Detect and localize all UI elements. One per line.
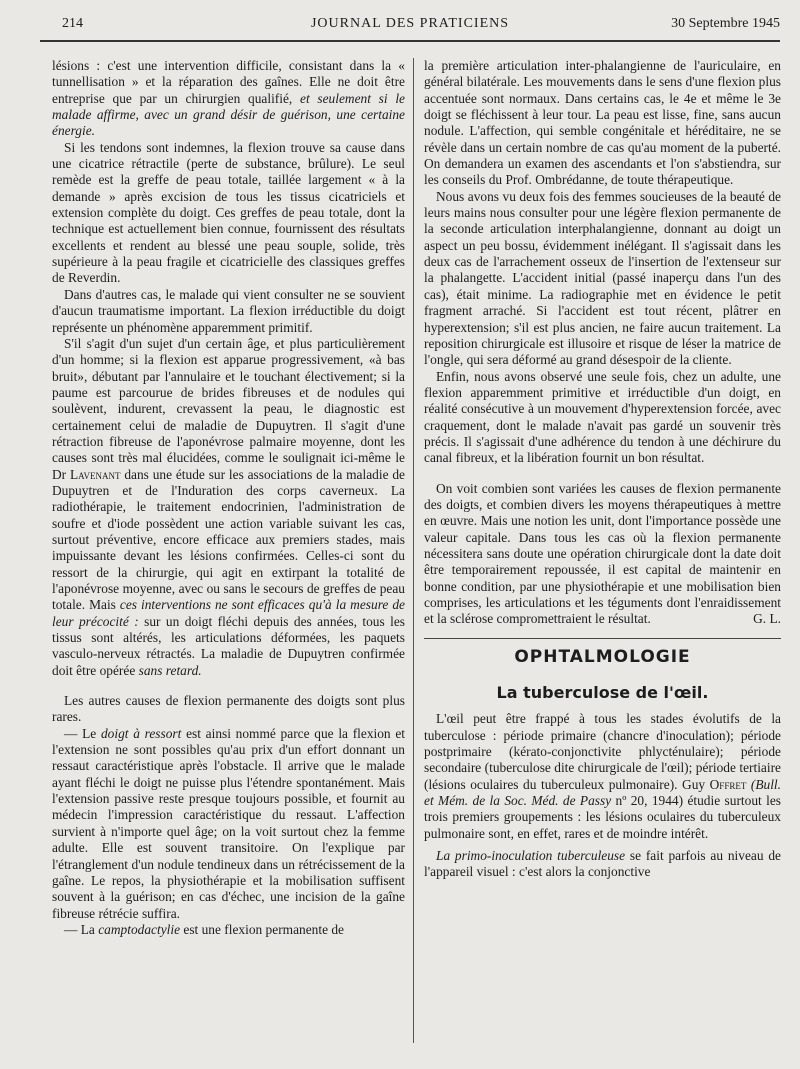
paragraph: la première articulation inter-phalangienne de l'auriculaire, en général bilatérale. Les mouvements dans le sens d'une flexion plus accentuée sont normaux. Dans certains cas, le 4e et même le 3e doigt se fléchissent à leur tour. La peau est lisse, fine, sans aucun nodule. L'affection, qui semble congénitale et héréditaire, ne se révèle dans un certain nombre de cas qu'au moment de la puberté. On demandera un examen des ascendants et l'on s'abstiendra, sur les conseils du Prof. Ombrédanne, de toute thérapeutique. bbox=[424, 58, 781, 188]
column-divider bbox=[413, 58, 414, 1043]
issue-date: 30 Septembre 1945 bbox=[671, 16, 780, 31]
section-title: OPHTALMOLOGIE bbox=[514, 646, 691, 667]
left-column bbox=[52, 58, 405, 938]
header-rule bbox=[40, 40, 780, 42]
paragraph: Si les tendons sont indemnes, la flexion trouve sa cause dans une cicatrice rétractile (perte de substance, brûlure). Le seul remède est la greffe de peau totale, taillée largement « à la demande » après excision de tous les tissus cicatriciels et extension complète du doigt. Ces greffes de peau totale, dont la technique est actuellement bien connue, fournissent des résultats excellents et rendent au blessé une peau souple, solide, très supérieure à la peau fragile et cicatricielle des classiques greffes de Reverdin. bbox=[52, 139, 405, 286]
paragraph: — La camptodactylie est une flexion permanente de bbox=[64, 921, 345, 937]
journal-title: JOURNAL DES PRATICIENS bbox=[310, 16, 510, 31]
paragraph: S'il s'agit d'un sujet d'un certain âge, et plus particulièrement d'un homme; si la flexion est apparue progressivement, «à bas bruit», débutant par l'annulaire et le touchant électivement; si la paume est parcourue de brides fibreuses et de nodules qui soulèvent, indurent, crevassent la peau, le diagnostic est certainement celui de maladie de Dupuytren. Il s'agit d'une rétraction fibreuse de l'aponévrose palmaire moyenne, dont les causes sont très mal élucidées, comme le soulignait ici-même le Dr Lavenant dans une étude sur les associations de la maladie de Dupuytren et de l'Induration des corps caverneux. La radiothérapie, le traitement endocrinien, l'administration de soufre et d'iode possèdent une action variable suivant les cas, surtout préventive, encore efficace aux premiers stades, mais impuissante devant les lésions confirmées. Celles-ci sont du ressort de la chirurgie, qui agit en extirpant la totalité de l'aponévrose moyenne, avec ou sans le secours de greffes de peau totale. Mais ces interventions ne sont efficaces qu'à la mesure de leur précocité : sur un doigt fléchi depuis des années, tous les tissus sont altérés, les articulations déformées, les paquets vasculo-nerveux rétractés. La maladie de Dupuytren confirmée doit être opérée sans retard. bbox=[52, 335, 405, 678]
article-title: La tuberculose de l'œil. bbox=[496, 683, 709, 703]
page-header bbox=[40, 14, 780, 36]
paragraph: Enfin, nous avons observé une seule fois, chez un adulte, une flexion apparemment primitive et irréductible d'un doigt, en réalité consécutive à un mouvement d'hyperextension forcée, avec craquement, dont le malade n'avait pas gardé un souvenir très précis. Il s'agissait d'une adhérence du tendon à une déchirure du canal fibreux, et la libération fournit un bon résultat. bbox=[424, 368, 781, 466]
right-column bbox=[424, 58, 781, 881]
section-rule bbox=[424, 638, 781, 639]
paragraph: Dans d'autres cas, le malade qui vient consulter ne se souvient d'aucun traumatisme important. La flexion irréductible du doigt représente un phénomène apparemment primitif. bbox=[52, 286, 405, 335]
author-signature: G. L. bbox=[753, 611, 781, 627]
paragraph: lésions : c'est une intervention difficile, consistant dans la « tunnellisation » et la réparation des gaînes. Elle ne doit être entreprise que par un chirurgien qualifié, et seulement si le malade affirme, avec un grand désir de guérison, une certaine énergie. bbox=[52, 58, 405, 139]
paragraph: L'œil peut être frappé à tous les stades évolutifs de la tuberculose : période primaire (chancre d'inoculation); période postprimaire (kérato-conjonctivite phlycténulaire); période secondaire (tuberculose dite chirurgicale de l'œil); période tertiaire (lésions oculaires du tuberculeux pulmonaire). Guy Offret (Bull. et Mém. de la Soc. Méd. de Passy nº 20, 1944) étudie surtout les trois premiers groupements : les lésions oculaires du tuberculeux pulmonaire sont, en effet, rares et de moindre intérêt. bbox=[424, 711, 781, 841]
page-number: 214 bbox=[62, 16, 83, 31]
paragraph: La primo-inoculation tuberculeuse se fait parfois au niveau de l'appareil visuel : c'est alors la conjonctive bbox=[424, 848, 781, 880]
paragraph: Nous avons vu deux fois des femmes soucieuses de la beauté de leurs mains nous consulter pour une légère flexion permanente de la seconde articulation interphalangienne, donnant au doigt un aspect un peu bossu, évidemment inélégant. Il s'agissait dans les deux cas de l'arrachement osseux de l'insertion de l'extenseur sur la phalangette. L'accident initial (passé inaperçu dans l'un des cas), était minime. La radiographie met en évidence le petit fragment arraché. Si l'accident est tout récent, plâtrer en hyperextension; s'il est plus ancien, ne faire aucun traitement. La reposition chirurgicale est illusoire et risque de léser la matrice de l'ongle, qui sera déformé au grand désespoir de la cliente. bbox=[424, 188, 781, 368]
paragraph: — Le doigt à ressort est ainsi nommé parce que la flexion et l'extension ne sont possibles qu'au prix d'un effort donnant un ressaut caractéristique après l'obstacle. Il arrive que le malade ayant fléchi le doigt ne puisse plus l'étendre spontanément. Mais l'extension passive reste presque toujours possible, et fournit au médecin l'impression caractéristique du ressaut. L'affection survient à n'importe quel âge; on la voit surtout chez la femme adulte. Elle est souvent transitoire. On l'explique par l'étranglement d'un nodule tendineux dans un rétrécissement de la gaîne. Le repos, la physiothérapie et la mobilisation suffisent souvent à la guérison; en cas d'échec, une incision de la gaîne fibreuse rétrécie suffira. bbox=[52, 725, 406, 921]
paragraph: On voit combien sont variées les causes de flexion permanente des doigts, et combien divers les moyens thérapeutiques à mettre en œuvre. Mais une notion les unit, dont l'importance possède une valeur capitale. Dans tous les cas où la flexion permanente nécessitera sans doute une opération chirurgicale dont la date doit être temporairement repoussée, il est capital de maintenir en bonne condition, par une physiothérapie et une mobilisation bien comprises, les articulations et les téguments dont l'enraidissement et la sclérose compromettraient le résultat. G. L. bbox=[424, 480, 781, 627]
paragraph: Les autres causes de flexion permanente des doigts sont plus rares. bbox=[52, 693, 405, 725]
